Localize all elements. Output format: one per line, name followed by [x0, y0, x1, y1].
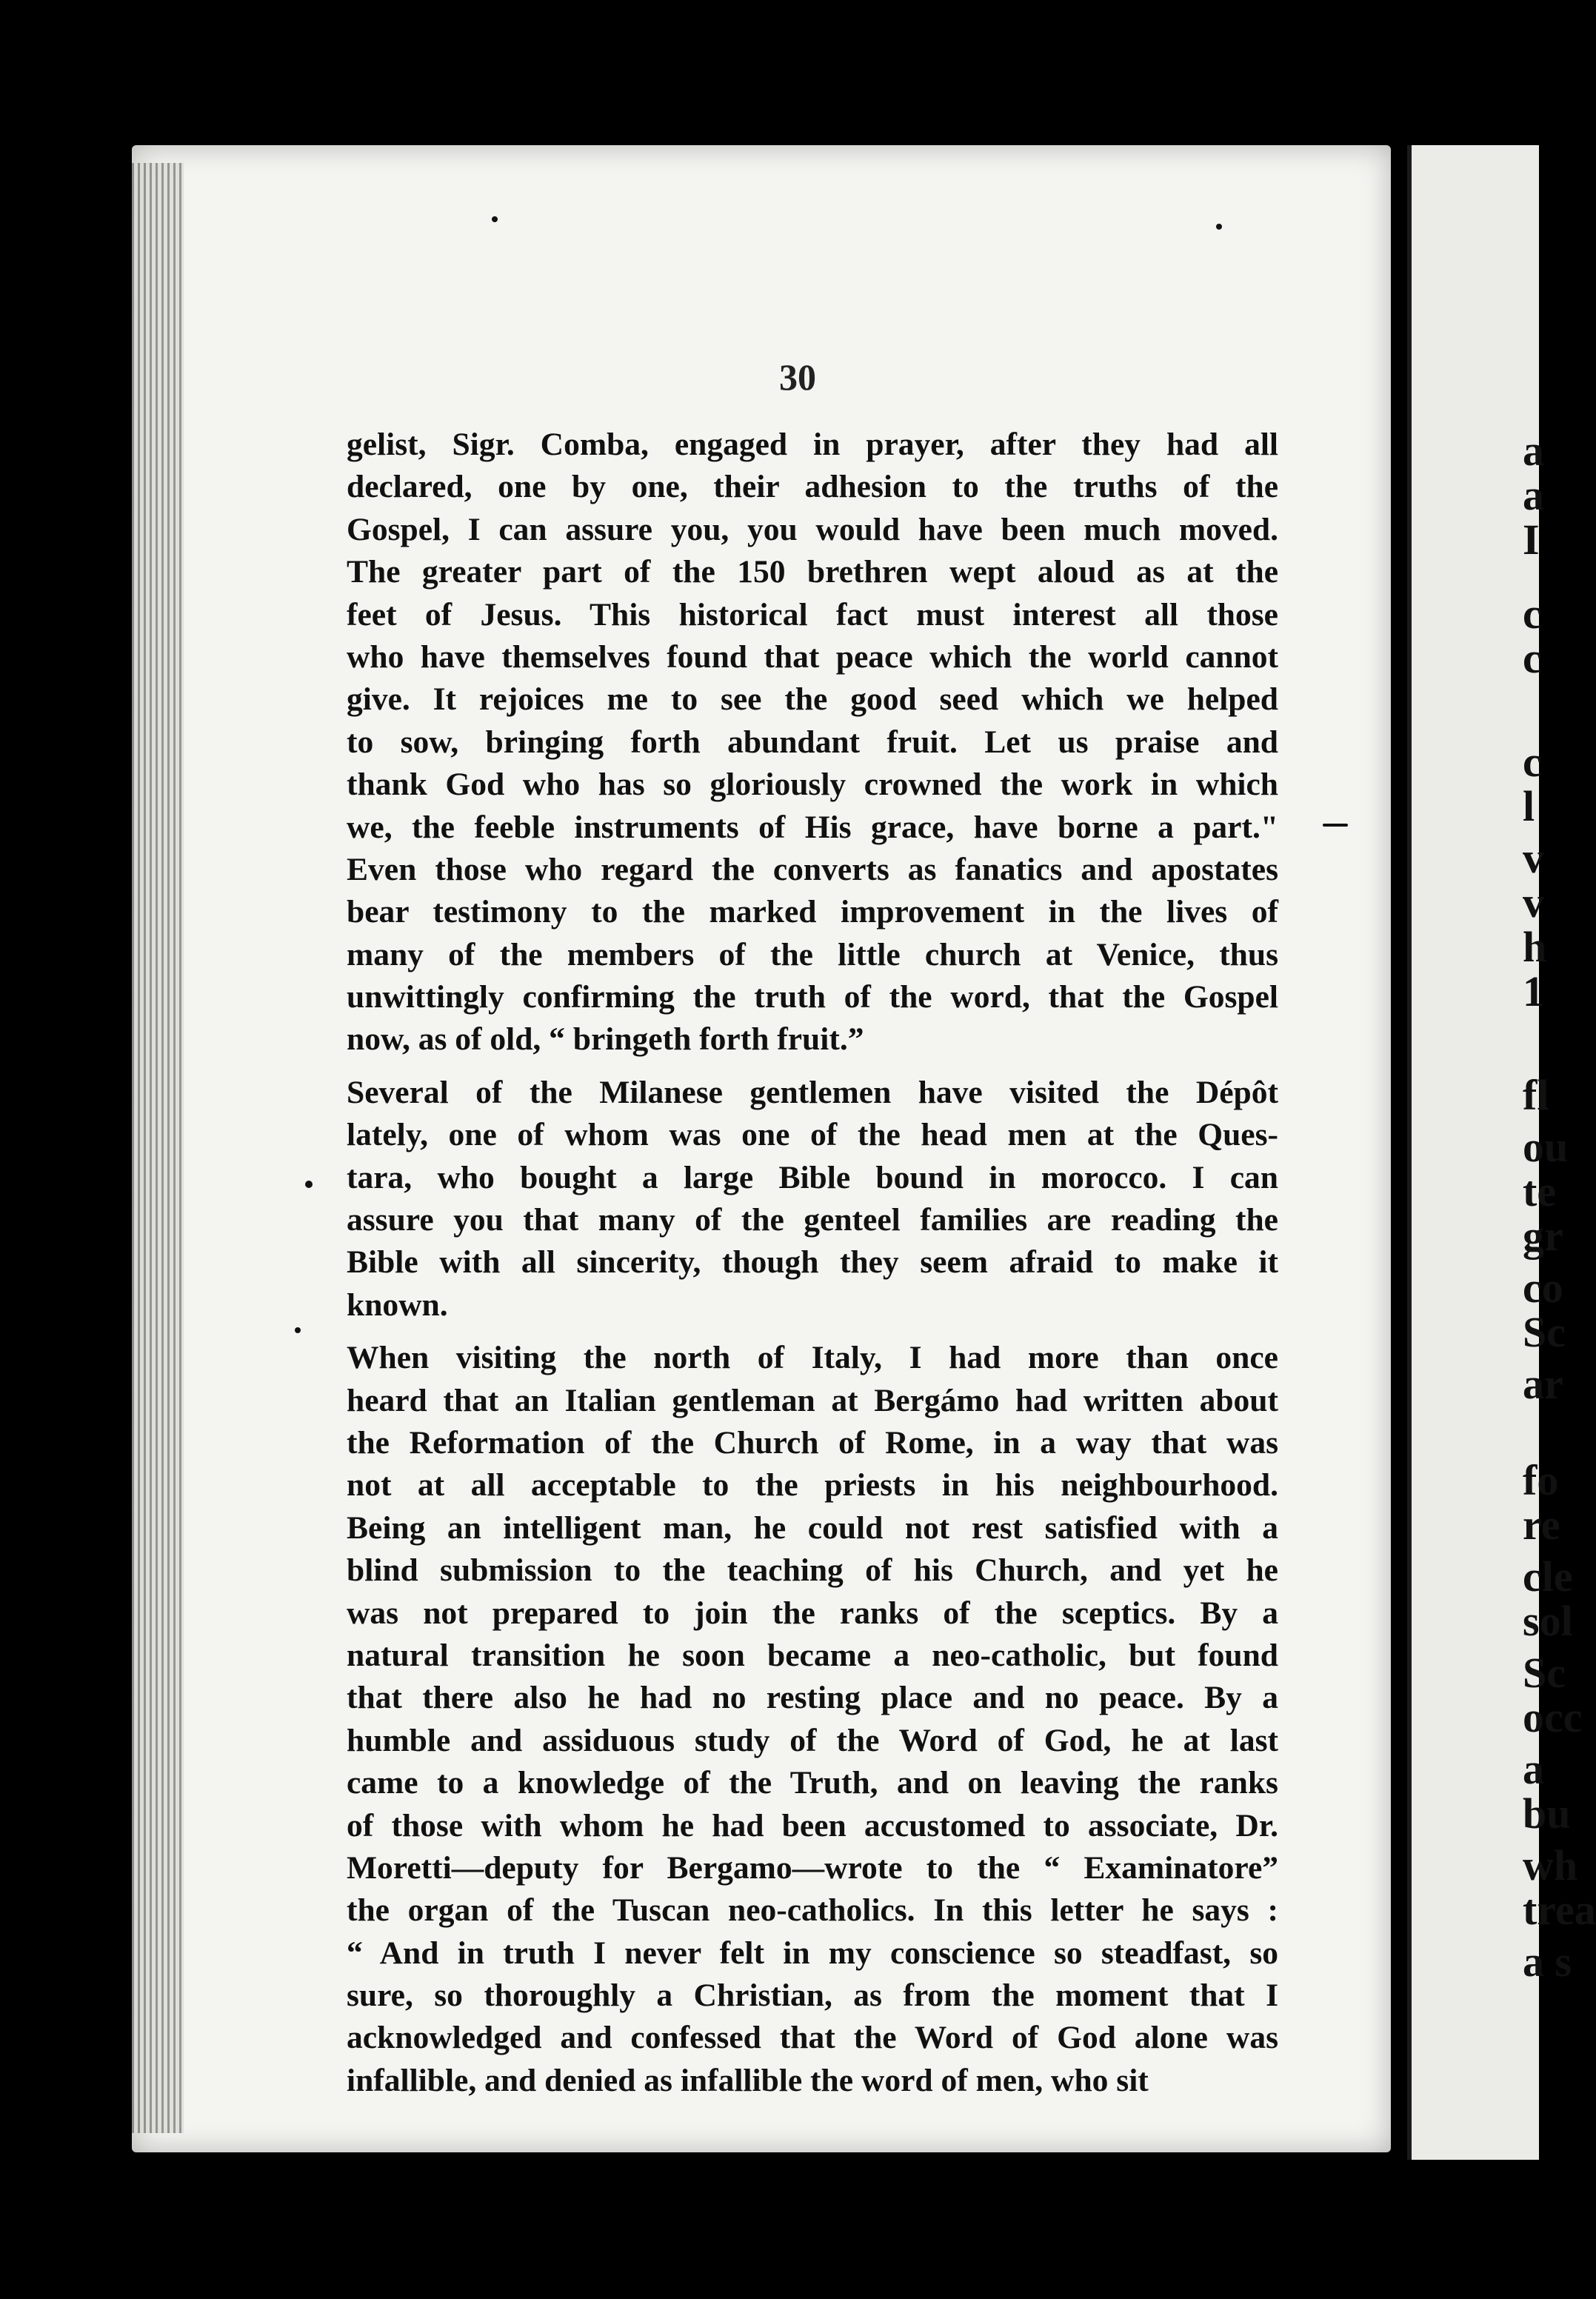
text-line: now, as of old, “ bringeth forth fruit.”: [347, 1021, 864, 1058]
text-line: Gospel, I can assure you, you would have been much moved.: [347, 511, 1278, 547]
paragraph-gap: [347, 1061, 1278, 1072]
text-line: of those with whom he had been accustomed to associate, Dr.: [347, 1807, 1278, 1843]
page-text: [347, 424, 1278, 2102]
facing-page-fragment: cle: [1523, 1552, 1573, 1601]
text-line: was not prepared to join the ranks of the sceptics. By a: [347, 1595, 1278, 1631]
facing-page-fragment: a: [1523, 471, 1544, 519]
text-line: Being an intelligent man, he could not rest satisfied with a: [347, 1509, 1278, 1546]
facing-page-fragment: c: [1523, 738, 1542, 786]
facing-page-fragment: a: [1523, 1745, 1544, 1793]
facing-page-fragment: 1: [1523, 967, 1544, 1015]
facing-page-fragment: co: [1523, 1264, 1563, 1312]
facing-page-fragment: c: [1523, 634, 1542, 682]
text-line: humble and assiduous study of the Word of God, he at last: [347, 1722, 1278, 1758]
text-line: that there also he had no resting place and no peace. By a: [347, 1680, 1278, 1716]
text-line: “ And in truth I never felt in my conscience so steadfast, so: [347, 1935, 1278, 1971]
text-line: unwittingly confirming the truth of the word, that the Gospel: [347, 979, 1278, 1015]
text-line: known.: [347, 1287, 448, 1323]
page-number: 30: [779, 356, 816, 398]
facing-page-fragment: wh: [1523, 1841, 1578, 1889]
facing-page-fragment: fo: [1523, 1456, 1559, 1504]
text-line: declared, one by one, their adhesion to the truths of the: [347, 469, 1278, 505]
text-line: many of the members of the little church at Venice, thus: [347, 936, 1278, 972]
text-line: Moretti—deputy for Bergamo—wrote to the “ Examinatore”: [347, 1849, 1278, 1886]
text-line: thank God who has so gloriously crowned the work in which: [347, 767, 1278, 803]
facing-page-fragment: gr: [1523, 1212, 1563, 1260]
facing-page-fragment: te: [1523, 1167, 1557, 1215]
paragraph-gap: [347, 1327, 1278, 1337]
facing-page-fragment: h: [1523, 923, 1547, 971]
facing-page-fragment: re: [1523, 1501, 1560, 1549]
facing-page-fragment: occ: [1523, 1693, 1583, 1741]
facing-page-fragment: I: [1523, 515, 1540, 564]
facing-page-fragment: ou: [1523, 1123, 1569, 1171]
facing-page-fragment: a s: [1523, 1938, 1572, 1986]
ink-speck: [492, 216, 498, 222]
facing-page-fragment: v: [1523, 878, 1544, 927]
text-line: infallible, and denied as infallible the word of men, who sit: [347, 2062, 1149, 2098]
text-line: heard that an Italian gentleman at Bergámo had written about: [347, 1382, 1278, 1418]
facing-page-fragment: v: [1523, 834, 1544, 882]
text-line: give. It rejoices me to see the good seed which we helped: [347, 681, 1278, 718]
facing-page-fragment: Sc: [1523, 1649, 1566, 1697]
text-line: bear testimony to the marked improvement in the lives of: [347, 894, 1278, 930]
text-line: not at all acceptable to the priests in his neighbourhood.: [347, 1467, 1278, 1504]
ink-speck: [305, 1181, 313, 1188]
facing-page-fragment: sol: [1523, 1597, 1573, 1645]
text-line: came to a knowledge of the Truth, and on leaving the ranks: [347, 1765, 1278, 1801]
text-line: who have themselves found that peace which the world cannot: [347, 638, 1278, 675]
page-edges: [132, 163, 184, 2133]
text-line: feet of Jesus. This historical fact must interest all those: [347, 596, 1278, 633]
facing-page-fragment: fl: [1523, 1071, 1549, 1119]
facing-page-fragment: trea: [1523, 1886, 1596, 1934]
text-line: blind submission to the teaching of his Church, and yet he: [347, 1552, 1278, 1589]
text-line: assure you that many of the genteel families are reading the: [347, 1202, 1278, 1238]
text-line: When visiting the north of Italy, I had more than once: [347, 1340, 1278, 1376]
text-line: Several of the Milanese gentlemen have visited the Dépôt: [347, 1074, 1278, 1110]
facing-page-fragment: a: [1523, 427, 1544, 475]
text-line: acknowledged and confessed that the Word of God alone was: [347, 2020, 1278, 2056]
text-line: Bible with all sincerity, though they seem afraid to make it: [347, 1244, 1278, 1281]
facing-page-fragment: ar: [1523, 1360, 1563, 1408]
facing-page-fragment: l: [1523, 782, 1535, 830]
ink-speck: [295, 1327, 301, 1333]
text-line: to sow, bringing forth abundant fruit. Let us praise and: [347, 724, 1278, 760]
facing-page-fragment: bu: [1523, 1789, 1571, 1838]
ink-speck: [1323, 824, 1348, 827]
text-line: The greater part of the 150 brethren wept aloud as at the: [347, 554, 1278, 590]
text-line: we, the feeble instruments of His grace, have borne a part.": [347, 809, 1278, 845]
text-line: natural transition he soon became a neo-catholic, but found: [347, 1637, 1278, 1673]
text-line: lately, one of whom was one of the head men at the Ques-: [347, 1117, 1278, 1153]
text-line: gelist, Sigr. Comba, engaged in prayer, after they had all: [347, 427, 1278, 462]
text-line: the Reformation of the Church of Rome, in a way that was: [347, 1424, 1278, 1461]
facing-page: [1407, 145, 1596, 2160]
facing-page-fragment: Sc: [1523, 1308, 1566, 1356]
text-line: Even those who regard the converts as fanatics and apostates: [347, 851, 1278, 887]
text-line: the organ of the Tuscan neo-catholics. In this letter he says :: [347, 1892, 1278, 1929]
ink-speck: [1216, 224, 1222, 230]
text-line: tara, who bought a large Bible bound in morocco. I can: [347, 1159, 1278, 1195]
text-line: sure, so thoroughly a Christian, as from the moment that I: [347, 1978, 1278, 2014]
facing-page-fragment: c: [1523, 590, 1542, 638]
